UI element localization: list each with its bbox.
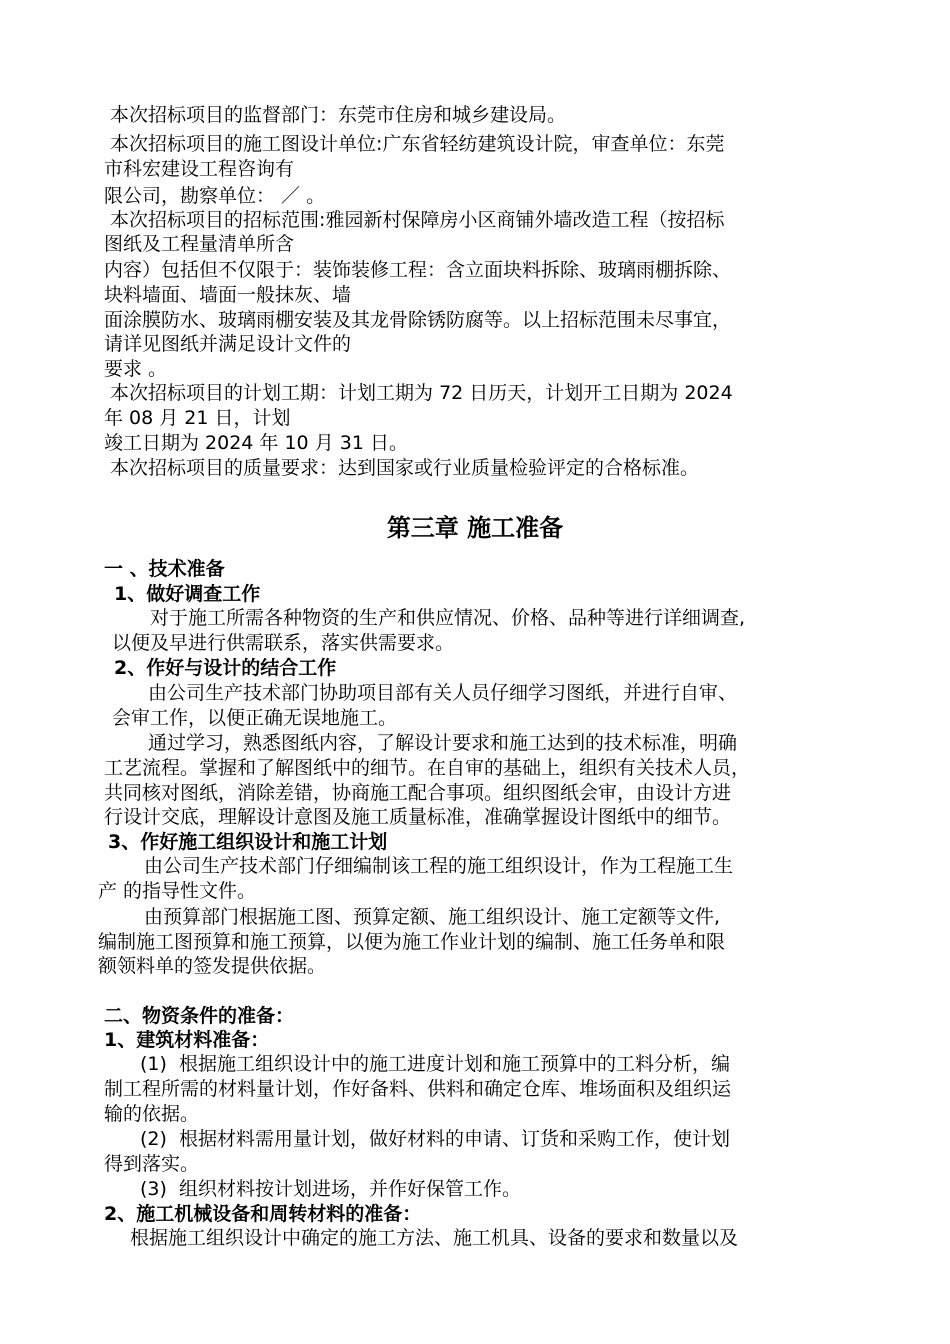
- intro-line-3: 市科宏建设工程咨询有: [104, 158, 295, 180]
- intro-line-15: 本次招标项目的质量要求：达到国家或行业质量检验评定的合格标准。: [104, 457, 700, 479]
- paragraph-line: (3) 组织材料按计划进场，并作好保管工作。: [140, 1178, 521, 1200]
- intro-line-4: 限公司，勘察单位： ／ 。: [104, 185, 326, 207]
- intro-line-14: 竣工日期为 2024 年 10 月 31 日。: [104, 432, 408, 454]
- paragraph-line: 制工程所需的材料量计划，作好备料、供料和确定仓库、堆场面积及组织运: [104, 1078, 732, 1100]
- intro-line-5: 本次招标项目的招标范围:雅园新村保障房小区商铺外墙改造工程（按招标: [104, 209, 725, 231]
- section-heading-tech: 一 、技术准备: [104, 558, 225, 580]
- paragraph-line: 行设计交底，理解设计意图及施工质量标准，准确掌握设计图纸中的细节。: [104, 806, 732, 828]
- subsection-heading-survey: 1、做好调查工作: [114, 583, 261, 605]
- subsection-heading-building-materials: 1、建筑材料准备：: [104, 1029, 270, 1051]
- intro-line-11: 要求 。: [104, 358, 168, 380]
- subsection-heading-design: 2、作好与设计的结合工作: [114, 657, 337, 679]
- paragraph-line: 共同核对图纸，消除差错，协商施工配合事项。组织图纸会审，由设计方进: [104, 782, 732, 804]
- section-heading-materials: 二、物资条件的准备：: [104, 1005, 295, 1027]
- paragraph-line: 以便及早进行供需联系，落实供需要求。: [112, 632, 455, 654]
- paragraph-line: 由预算部门根据施工图、预算定额、施工组织设计、施工定额等文件,: [144, 906, 721, 928]
- paragraph-line: 根据施工组织设计中确定的施工方法、施工机具、设备的要求和数量以及: [130, 1227, 739, 1249]
- paragraph-line: 产 的指导性文件。: [98, 880, 257, 902]
- intro-line-8: 块料墙面、墙面一般抹灰、墙: [104, 284, 352, 306]
- paragraph-line: (1) 根据施工组织设计中的施工进度计划和施工预算中的工料分析，编: [140, 1053, 730, 1075]
- paragraph-line: (2) 根据材料需用量计划，做好材料的申请、订货和采购工作，使计划: [140, 1128, 730, 1150]
- paragraph-line: 对于施工所需各种物资的生产和供应情况、价格、品种等进行详细调查,: [150, 607, 746, 629]
- intro-line-2: 本次招标项目的施工图设计单位:广东省轻纺建筑设计院，审查单位：东莞: [104, 133, 725, 155]
- intro-line-12: 本次招标项目的计划工期：计划工期为 72 日历天，计划开工日期为 2024: [104, 382, 733, 404]
- paragraph-line: 输的依据。: [104, 1103, 200, 1125]
- intro-line-13: 年 08 月 21 日，计划: [104, 407, 291, 429]
- subsection-heading-machinery: 2、施工机械设备和周转材料的准备：: [104, 1203, 422, 1225]
- intro-line-6: 图纸及工程量清单所含: [104, 233, 295, 255]
- paragraph-line: 编制施工图预算和施工预算，以便为施工作业计划的编制、施工任务单和限: [98, 931, 726, 953]
- intro-line-7: 内容）包括但不仅限于：装饰装修工程：含立面块料拆除、玻璃雨棚拆除、: [104, 259, 732, 281]
- intro-line-9: 面涂膜防水、玻璃雨棚安装及其龙骨除锈防腐等。以上招标范围未尽事宜，: [104, 309, 732, 331]
- paragraph-line: 额领料单的签发提供依据。: [98, 955, 327, 977]
- paragraph-line: 由公司生产技术部门协助项目部有关人员仔细学习图纸，并进行自审、: [148, 682, 738, 704]
- paragraph-line: 会审工作，以便正确无误地施工。: [112, 707, 398, 729]
- intro-line-10: 请详见图纸并满足设计文件的: [104, 333, 352, 355]
- subsection-heading-plan: 3、作好施工组织设计和施工计划: [108, 831, 388, 853]
- chapter-title: 第三章 施工准备: [386, 514, 564, 542]
- paragraph-line: 由公司生产技术部门仔细编制该工程的施工组织设计，作为工程施工生: [144, 855, 734, 877]
- intro-line-1: 本次招标项目的监督部门：东莞市住房和城乡建设局。: [104, 104, 567, 126]
- paragraph-line: 得到落实。: [104, 1153, 200, 1175]
- paragraph-line: 工艺流程。掌握和了解图纸中的细节。在自审的基础上，组织有关技术人员，: [104, 757, 751, 779]
- paragraph-line: 通过学习，熟悉图纸内容，了解设计要求和施工达到的技术标准，明确: [148, 732, 738, 754]
